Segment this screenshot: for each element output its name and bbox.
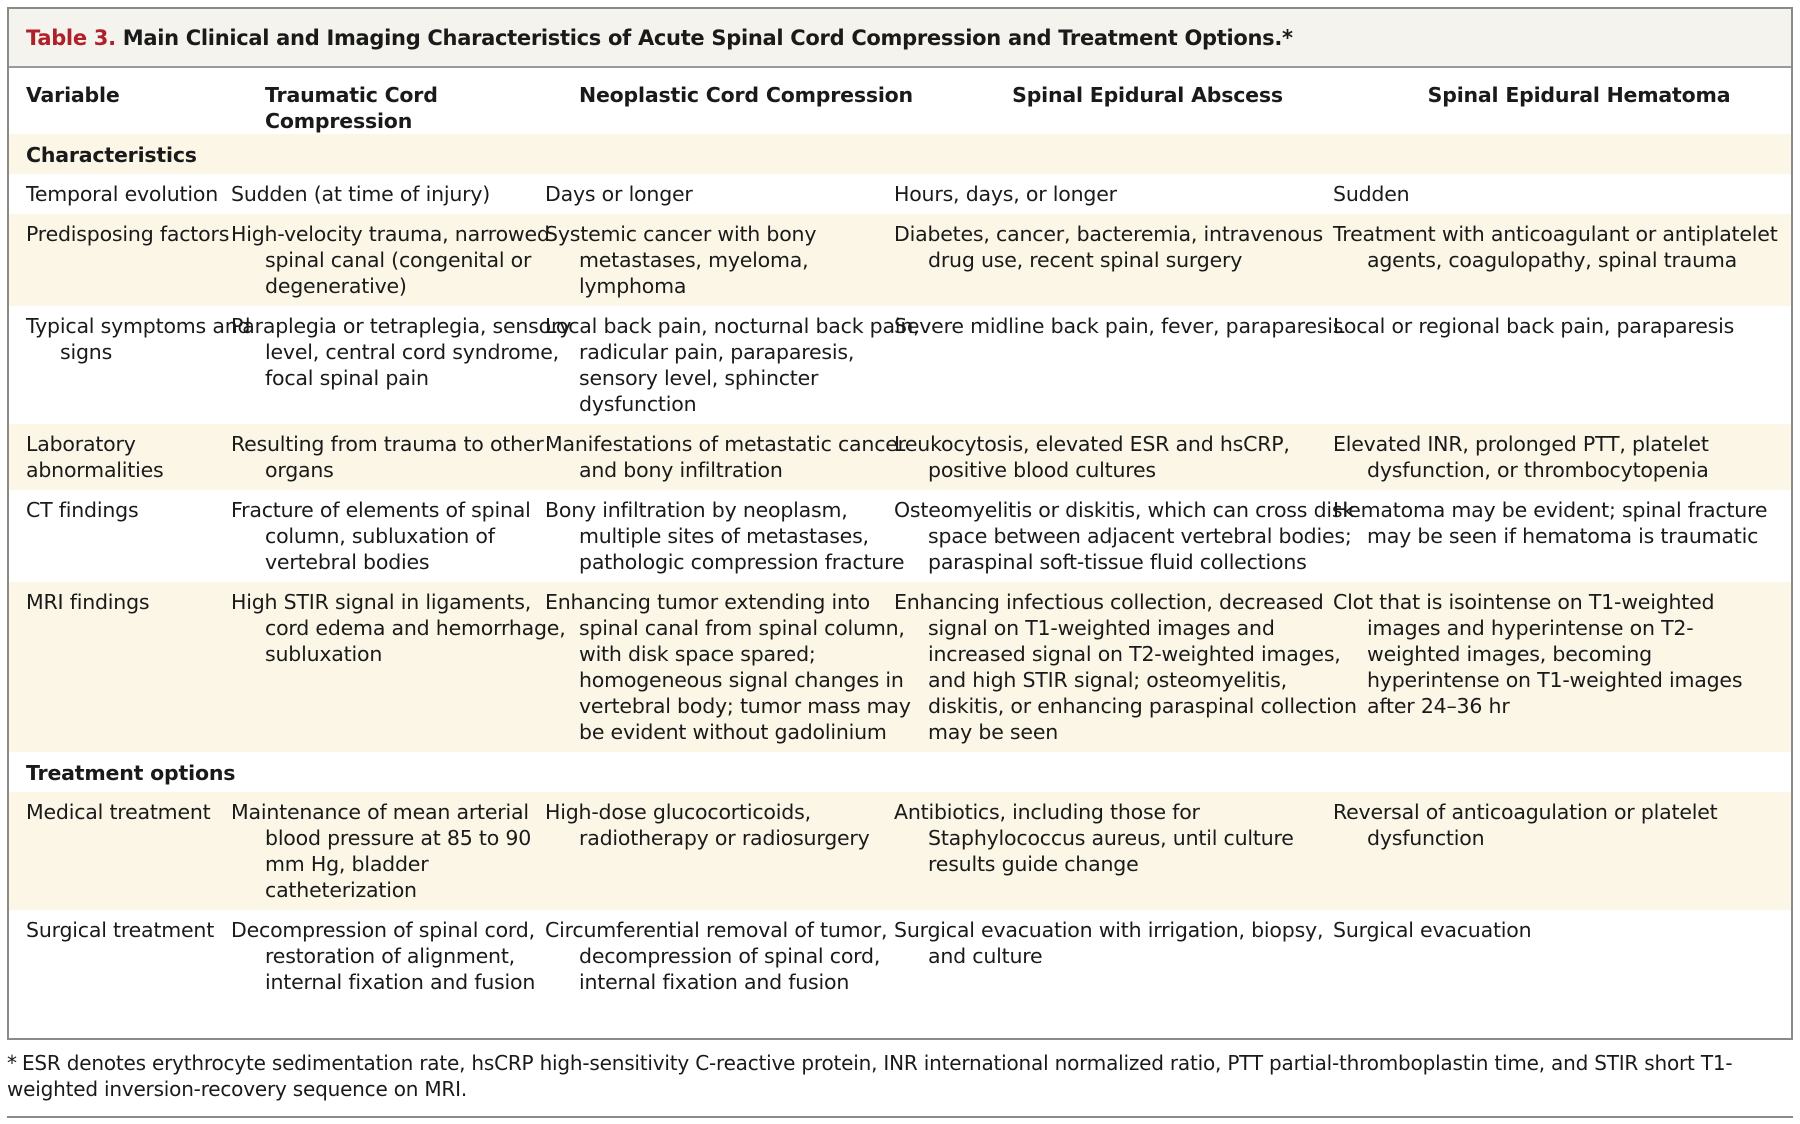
table-row xyxy=(9,910,1791,1002)
table-cell: Treatment with anticoagulant or antiplatelet agents, coagulopathy, spinal trauma xyxy=(1333,222,1778,272)
table-row xyxy=(9,490,1791,582)
row-variable: Surgical treatment xyxy=(26,918,215,942)
table-row xyxy=(9,306,1791,424)
table-cell: Circumferential removal of tumor, decompression of spinal cord, internal fixation and fusion xyxy=(545,918,888,994)
row-variable: CT findings xyxy=(26,498,139,522)
section-title: Characteristics xyxy=(26,143,197,167)
column-header: Spinal Epidural Hematoma xyxy=(1427,83,1731,107)
table-cell: Resulting from trauma to other organs xyxy=(231,432,544,482)
table-row xyxy=(9,174,1791,214)
table-cell: Sudden (at time of injury) xyxy=(231,182,491,206)
table-cell: Diabetes, cancer, bacteremia, intravenous drug use, recent spinal surgery xyxy=(894,222,1324,272)
table-cell: Hours, days, or longer xyxy=(894,182,1117,206)
table-cell: Enhancing infectious collection, decreased signal on T1-weighted images and increased signal on T2-weighted images, and high STIR signal; osteomyelitis, diskitis, or enhancing paraspinal collection may be seen xyxy=(894,590,1357,744)
table-cell: High-dose glucocorticoids, radiotherapy or radiosurgery xyxy=(545,800,870,850)
column-header: Spinal Epidural Abscess xyxy=(1012,83,1283,107)
table-cell: Bony infiltration by neoplasm, multiple sites of metastases, pathologic compression fracture xyxy=(545,498,905,574)
table-cell: Local or regional back pain, paraparesis xyxy=(1333,314,1735,338)
table-cell: Paraplegia or tetraplegia, sensory level, central cord syndrome, focal spinal pain xyxy=(231,314,572,390)
table-caption xyxy=(9,9,1791,68)
table-row xyxy=(9,582,1791,752)
table-cell: Surgical evacuation with irrigation, biopsy, and culture xyxy=(894,918,1324,968)
table-cell: Decompression of spinal cord, restoration of alignment, internal fixation and fusion xyxy=(231,918,536,994)
table-cell: Maintenance of mean arterial blood pressure at 85 to 90 mm Hg, bladder catheterization xyxy=(231,800,532,902)
footnote xyxy=(7,1050,1793,1102)
column-header: Traumatic Cord Compression xyxy=(265,83,438,133)
table-cell: Antibiotics, including those for Staphylococcus aureus, until culture results guide change xyxy=(894,800,1294,876)
data-table xyxy=(9,66,1791,1002)
row-variable: Typical symptoms and signs xyxy=(26,314,251,364)
table-cell: Reversal of anticoagulation or platelet dysfunction xyxy=(1333,800,1718,850)
section-title: Treatment options xyxy=(26,761,236,785)
table-cell: Surgical evacuation xyxy=(1333,918,1532,942)
table-cell: Hematoma may be evident; spinal fracture may be seen if hematoma is traumatic xyxy=(1333,498,1768,548)
table-frame xyxy=(7,7,1793,1040)
row-variable: Medical treatment xyxy=(26,800,211,824)
table-cell: Leukocytosis, elevated ESR and hsCRP, positive blood cultures xyxy=(894,432,1290,482)
table-title: Main Clinical and Imaging Characteristics of Acute Spinal Cord Compression and Treatment Options.* xyxy=(122,25,1293,50)
column-header: Variable xyxy=(26,83,120,107)
table-cell: Severe midline back pain, fever, paraparesis xyxy=(894,314,1344,338)
header-row xyxy=(9,66,1791,134)
table-cell: Systemic cancer with bony metastases, myeloma, lymphoma xyxy=(545,222,817,298)
footnote-marker: * xyxy=(7,1051,17,1075)
row-variable: Temporal evolution xyxy=(26,182,219,206)
table-cell: Manifestations of metastatic cancer and bony infiltration xyxy=(545,432,906,482)
row-variable: Predisposing factors xyxy=(26,222,230,246)
table-row xyxy=(9,792,1791,910)
section-row xyxy=(9,752,1791,792)
column-header: Neoplastic Cord Compression xyxy=(579,83,913,107)
table-cell: High-velocity trauma, narrowed spinal canal (congenital or degenerative) xyxy=(231,222,550,298)
table-row xyxy=(9,424,1791,490)
table-label: Table 3. xyxy=(26,25,116,50)
section-row xyxy=(9,134,1791,174)
bottom-rule xyxy=(7,1116,1793,1118)
row-variable: Laboratory abnormalities xyxy=(26,432,164,482)
footnote-text: ESR denotes erythrocyte sedimentation rate, hsCRP high-sensitivity C-reactive protein, INR international normalized ratio, PTT partial-thromboplastin time, and STIR short T1-weighted inversion-recovery sequence on MRI. xyxy=(7,1051,1733,1101)
table-cell: Days or longer xyxy=(545,182,693,206)
table-cell: Local back pain, nocturnal back pain, radicular pain, paraparesis, sensory level, sphincter dysfunction xyxy=(545,314,920,416)
table-cell: Osteomyelitis or diskitis, which can cross disk space between adjacent vertebral bodies; paraspinal soft-tissue fluid collections xyxy=(894,498,1355,574)
table-cell: High STIR signal in ligaments, cord edema and hemorrhage, subluxation xyxy=(231,590,566,666)
table-cell: Elevated INR, prolonged PTT, platelet dysfunction, or thrombocytopenia xyxy=(1333,432,1709,482)
table-row xyxy=(9,214,1791,306)
table-cell: Clot that is isointense on T1-weighted images and hyperintense on T2-weighted images, becoming hyperintense on T1-weighted images after 24–36 hr xyxy=(1333,590,1743,718)
table-cell: Enhancing tumor extending into spinal canal from spinal column, with disk space spared; homogeneous signal changes in vertebral body; tumor mass may be evident without gadolinium xyxy=(545,590,911,744)
table-cell: Fracture of elements of spinal column, subluxation of vertebral bodies xyxy=(231,498,531,574)
table-cell: Sudden xyxy=(1333,182,1410,206)
row-variable: MRI findings xyxy=(26,590,150,614)
